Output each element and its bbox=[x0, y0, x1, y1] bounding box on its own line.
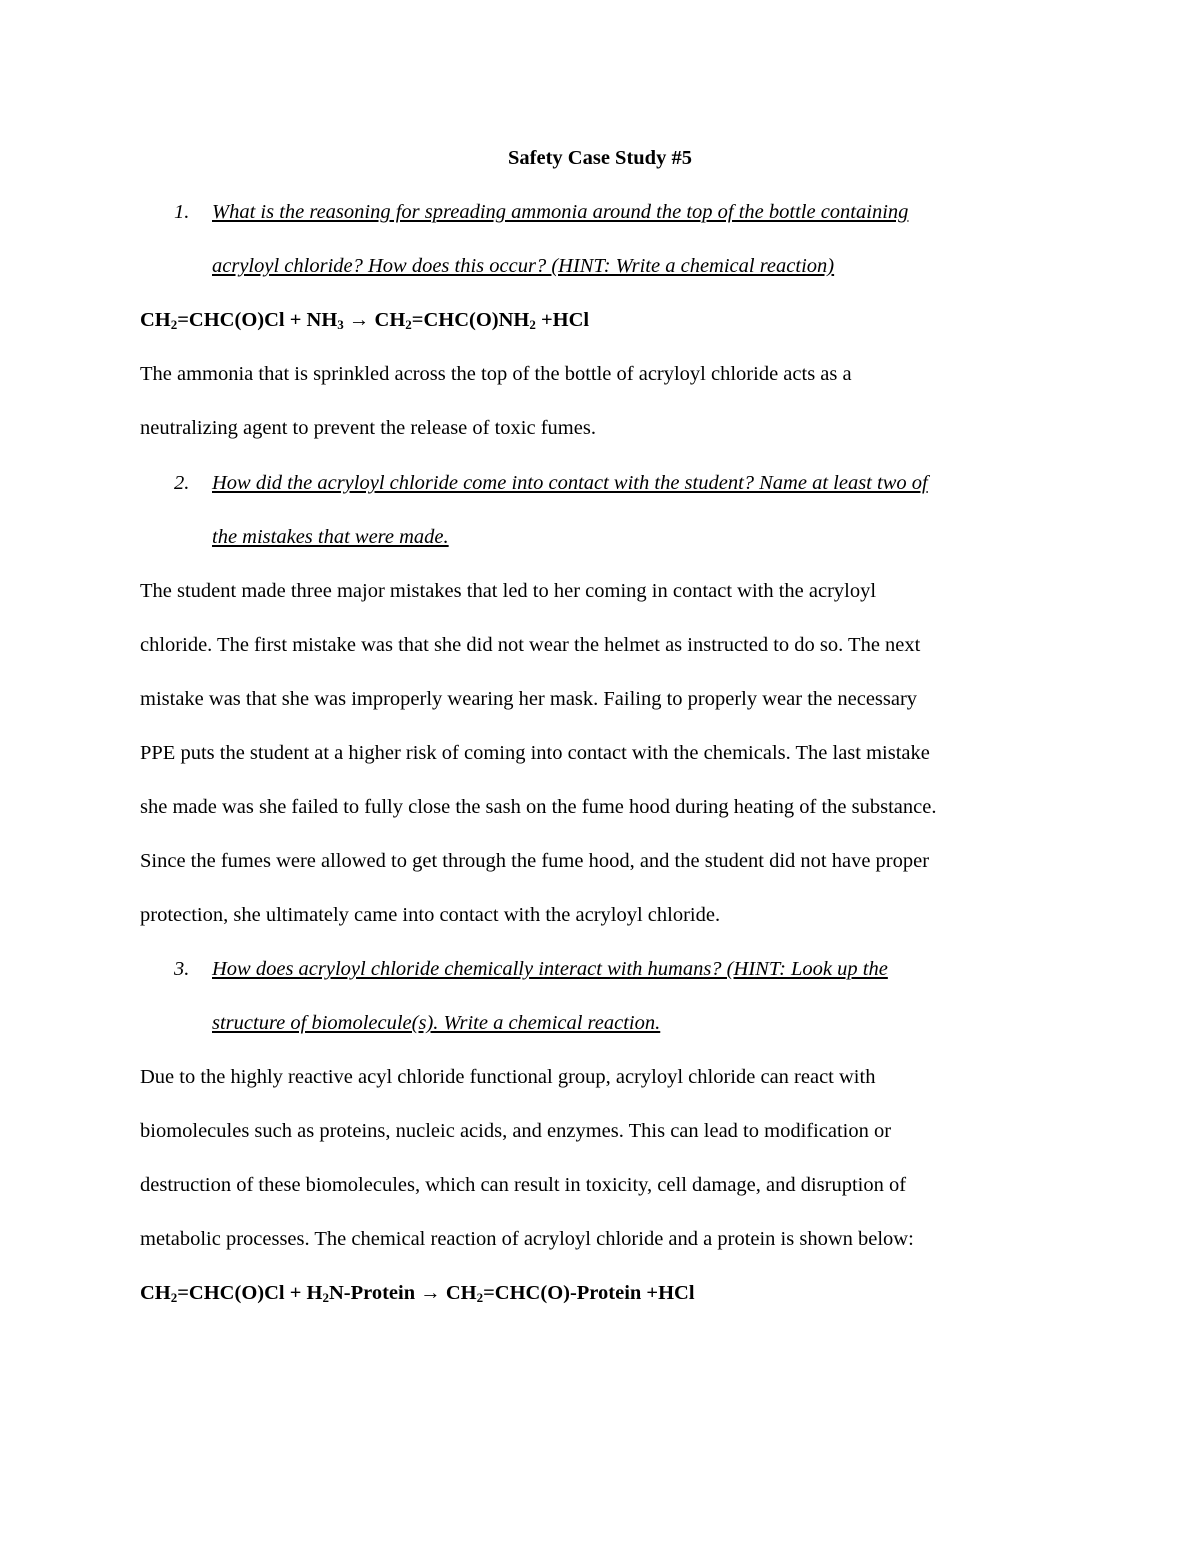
eq2-subscript: 2 bbox=[476, 1290, 484, 1305]
chemical-equation-1 bbox=[140, 306, 589, 334]
eq2-part: =CHC(O)-Protein +HCl bbox=[483, 1282, 695, 1304]
question-3-line-1: How does acryloyl chloride chemically interact with humans? (HINT: Look up the bbox=[212, 958, 888, 980]
eq1-subscript: 3 bbox=[337, 317, 344, 332]
answer-3-line: metabolic processes. The chemical reaction of acryloyl chloride and a protein is shown below: bbox=[140, 1228, 914, 1250]
answer-1-line: The ammonia that is sprinkled across the top of the bottle of acryloyl chloride acts as a bbox=[140, 363, 852, 385]
question-1-line-2: acryloyl chloride? How does this occur? (HINT: Write a chemical reaction) bbox=[212, 255, 835, 277]
eq1-part: =CHC(O)Cl + NH bbox=[177, 309, 338, 331]
eq1-part: → CH bbox=[343, 309, 406, 331]
answer-1-line: neutralizing agent to prevent the release of toxic fumes. bbox=[140, 417, 596, 439]
answer-2-line: protection, she ultimately came into contact with the acryloyl chloride. bbox=[140, 904, 721, 926]
answer-2-line: The student made three major mistakes that led to her coming in contact with the acryloyl bbox=[140, 580, 877, 602]
question-3-line-2: structure of biomolecule(s). Write a chemical reaction. bbox=[212, 1012, 661, 1034]
answer-3-line: Due to the highly reactive acyl chloride functional group, acryloyl chloride can react with bbox=[140, 1066, 876, 1088]
document-title: Safety Case Study #5 bbox=[508, 147, 692, 169]
eq2-part: CH bbox=[140, 1282, 171, 1304]
eq1-part: +HCl bbox=[535, 309, 590, 331]
answer-2-line: PPE puts the student at a higher risk of coming into contact with the chemicals. The last mistake bbox=[140, 742, 930, 764]
eq2-part: N-Protein → CH bbox=[328, 1282, 477, 1304]
eq1-subscript: 2 bbox=[529, 317, 536, 332]
answer-2-line: chloride. The first mistake was that she did not wear the helmet as instructed to do so. The next bbox=[140, 634, 921, 656]
question-2-line-1: How did the acryloyl chloride come into contact with the student? Name at least two of bbox=[212, 472, 928, 494]
question-1-line-1: What is the reasoning for spreading ammonia around the top of the bottle containing bbox=[212, 201, 909, 223]
question-1-number: 1. bbox=[174, 201, 190, 223]
question-2-number: 2. bbox=[174, 472, 190, 494]
eq1-part: =CHC(O)NH bbox=[411, 309, 530, 331]
question-2-line-2: the mistakes that were made. bbox=[212, 526, 449, 548]
eq2-subscript: 2 bbox=[170, 1290, 178, 1305]
answer-2-line: mistake was that she was improperly wearing her mask. Failing to properly wear the necessary bbox=[140, 688, 918, 710]
chemical-equation-2 bbox=[140, 1279, 695, 1307]
eq1-subscript: 2 bbox=[170, 317, 178, 332]
answer-2-line: Since the fumes were allowed to get through the fume hood, and the student did not have proper bbox=[140, 850, 930, 872]
answer-3-line: destruction of these biomolecules, which can result in toxicity, cell damage, and disruption of bbox=[140, 1174, 907, 1196]
answer-3-line: biomolecules such as proteins, nucleic acids, and enzymes. This can lead to modification or bbox=[140, 1120, 892, 1142]
eq1-subscript: 2 bbox=[405, 317, 412, 332]
eq1-part: CH bbox=[140, 309, 171, 331]
eq2-subscript: 2 bbox=[322, 1290, 329, 1305]
answer-2-line: she made was she failed to fully close the sash on the fume hood during heating of the substance. bbox=[140, 796, 937, 818]
question-3-number: 3. bbox=[174, 958, 190, 980]
eq2-part: =CHC(O)Cl + H bbox=[177, 1282, 323, 1304]
